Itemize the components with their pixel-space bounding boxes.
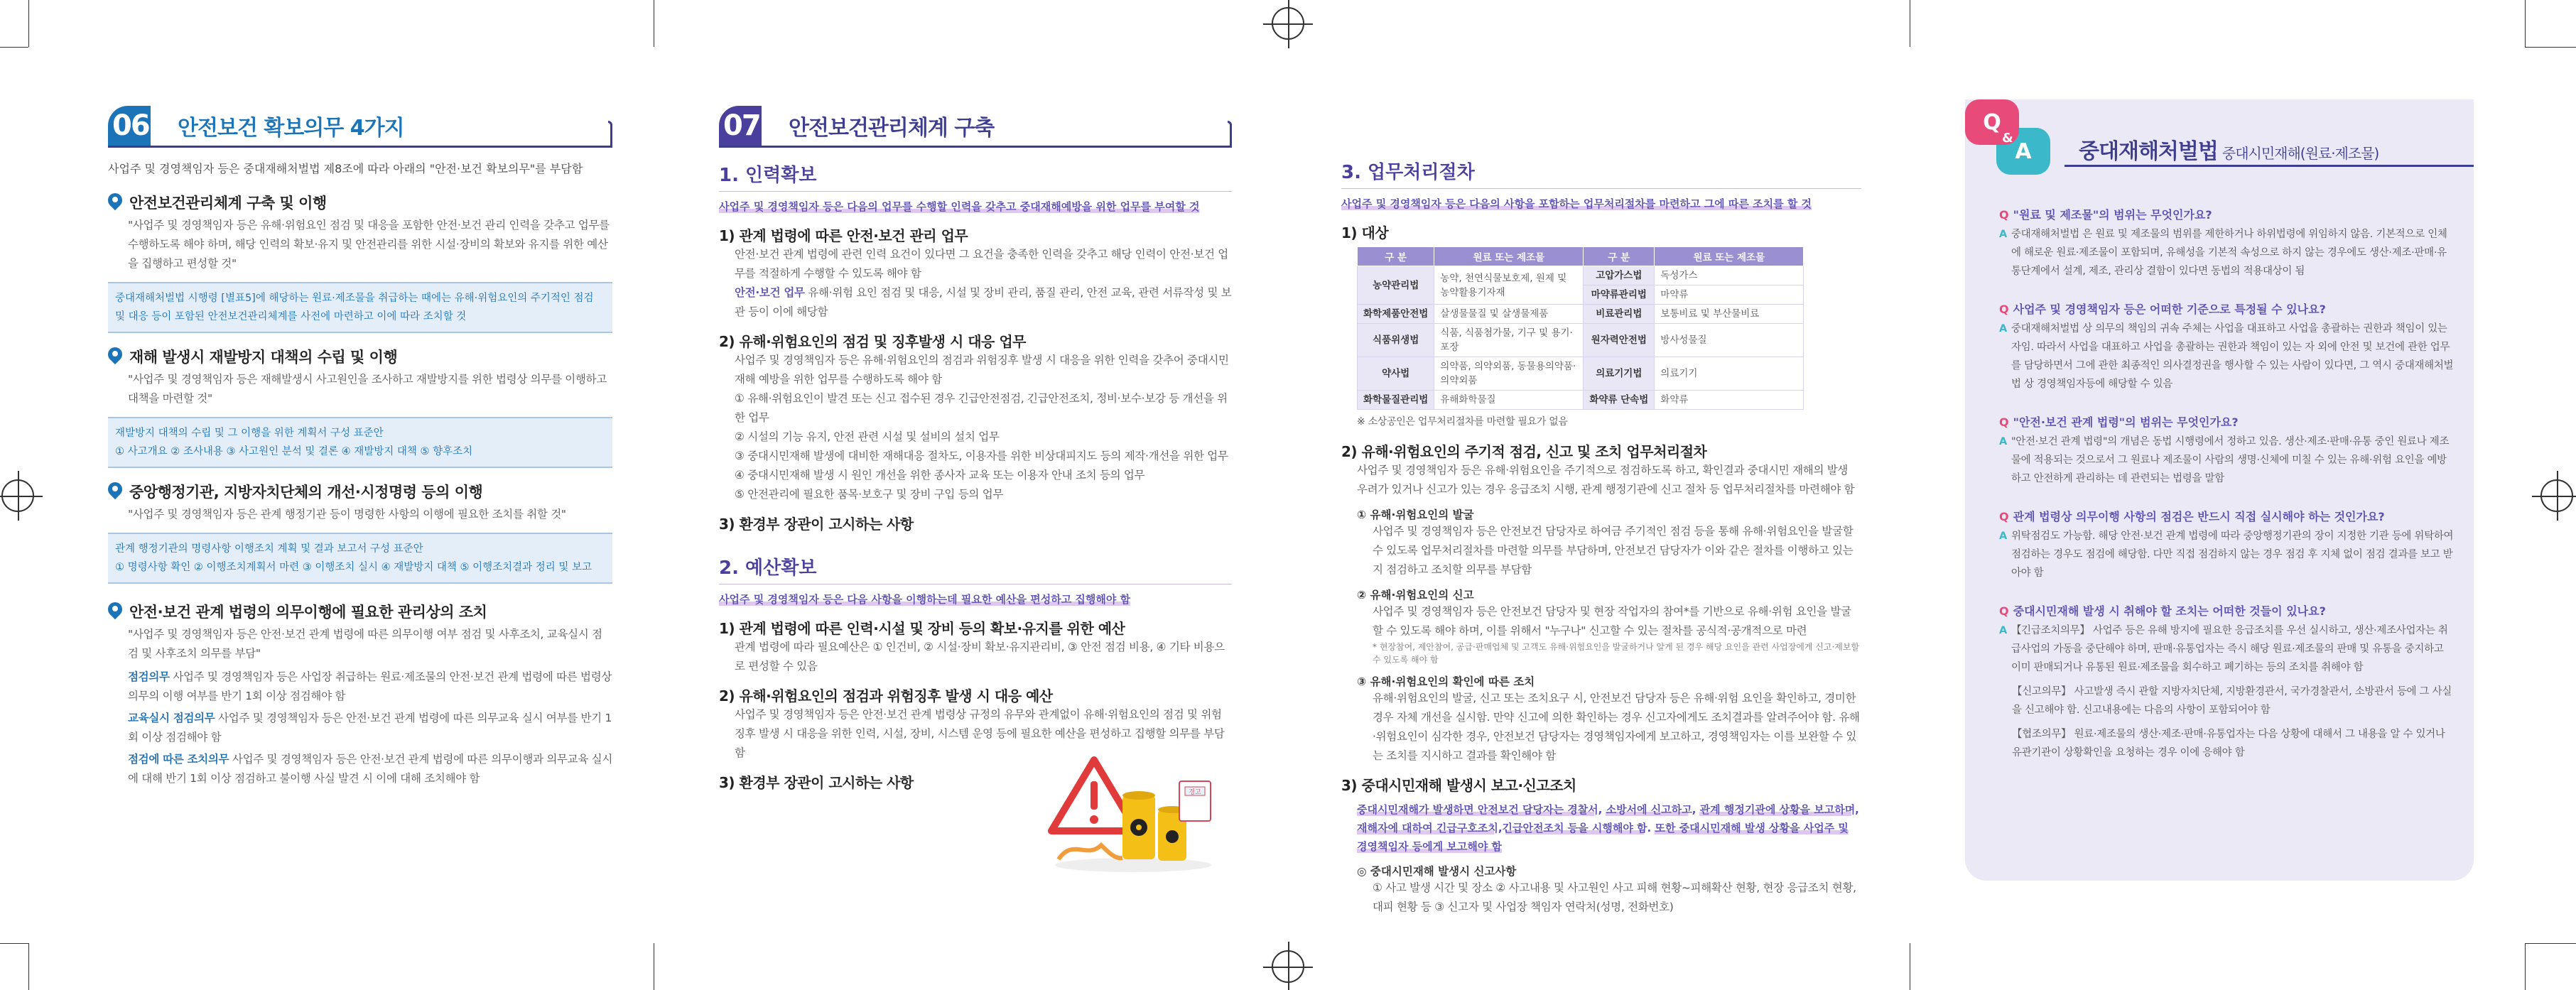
item-heading: 3) 중대시민재해 발생시 보고·신고조치: [1341, 777, 1576, 794]
question-marker: Q: [1999, 510, 2009, 523]
crop-mark: [0, 943, 28, 944]
obligation-heading: [108, 192, 612, 213]
sub-item-heading: ◎ 중대시민재해 발생시 신고사항: [1357, 865, 1517, 878]
table-row: [1358, 305, 1804, 324]
header-corner: [1228, 121, 1232, 148]
answer-marker: A: [1999, 229, 2007, 240]
answer-bubble-icon: A: [1996, 128, 2050, 175]
crop-mark: [2525, 0, 2526, 47]
answer-marker: A: [1999, 625, 2007, 636]
table-row: [1358, 357, 1804, 391]
registration-mark: [1272, 7, 1304, 40]
question-text: "안전·보건 관계 법령"의 범위는 무엇인가요?: [2013, 415, 2239, 429]
table-row: [1358, 324, 1804, 357]
obligation-heading: [108, 346, 612, 367]
item-text: 관계 법령에 따라 필요예산은 ① 인건비, ② 시설·장비 확보·유지관리비, ③ 안전 점검 비용, ④ 기타 비용으로 편성할 수 있음: [735, 641, 1225, 673]
table-cell: 의료기기법: [1584, 357, 1655, 391]
subsection-lead: 사업주 및 경영책임자 등은 다음 사항을 이행하는데 필요한 예산을 편성하고 집행해야 함: [719, 593, 1131, 606]
qa-title-main: 중대재해처벌법: [2079, 139, 2218, 164]
answer: [1999, 320, 2454, 393]
obligation-title: 안전·보건 관계 법령의 의무이행에 필요한 관리상의 조치: [129, 604, 487, 621]
section-header: [108, 107, 612, 148]
obligation-point: [108, 668, 612, 706]
section-title: 안전보건 확보의무 4가지: [178, 116, 404, 141]
info-box: [108, 533, 612, 584]
table-cell: 의약품, 의약외품, 동물용의약품·의약외품: [1434, 357, 1584, 391]
info-box-items: ① 사고개요 ② 조사내용 ③ 사고원인 분석 및 결론 ④ 재발방지 대책 ⑤ 향후조치: [115, 446, 473, 457]
header-corner: [608, 121, 612, 148]
table-header: 구 분: [1584, 247, 1655, 266]
answer-marker: A: [1999, 531, 2007, 542]
qa-panel: [1965, 99, 2474, 881]
subsection-title: 3. 업무처리절차: [1341, 158, 1861, 189]
item-text-body: 유해·위험 요인 점검 및 대응, 시설 및 장비 관리, 품질 관리, 안전 교육, 관련 서류작성 및 보관 등이 이에 해당함: [735, 286, 1232, 318]
document-label: 경고: [1189, 789, 1201, 796]
obligation-point: [108, 709, 612, 747]
item-heading: 2) 유해·위험요인의 점검과 위험징후 발생 시 대응 예산: [719, 687, 1053, 705]
section-title: 안전보건관리체계 구축: [789, 116, 995, 141]
question-text: "원료 및 제조물"의 범위는 무엇인가요?: [2013, 208, 2212, 222]
column-safety-obligations: [108, 107, 612, 788]
obligation-body: "사업주 및 경영책임자 등은 안전·보건 관계 법령에 따른 의무이행 여부 점검 및 사후조치, 교육실시 점검 및 사후조치 의무를 부담": [128, 628, 602, 660]
item-text: 유해·위험요인의 발굴, 신고 또는 조치요구 시, 안전보건 담당자 등은 유해·위험 요인을 확인하고, 경미한 경우 자체 개선을 실시함. 만약 신고에 의한 확인하는 경우 신고자에게도 조치결과를 알려주어야 함. 유해·위험요인이 심각한 경우, 안전보건 담당자는 경영책임자에게 보고하고, 경영책임자는 이를 보완할 수 있는 조치를 지시하고 결과를 확인해야 함: [1373, 692, 1860, 762]
sub-item-heading: ① 유해·위험요인의 발굴: [1357, 508, 1474, 521]
qa-subtitle: 중대시민재해(원료·제조물): [2221, 145, 2379, 162]
table-cell: 화약류 단속법: [1584, 391, 1655, 410]
item-text: 사업주 및 경영책임자 등은 유해·위험요인의 점검과 위험징후 발생 시 대응을 위한 인력을 갖추어 중대시민재해 예방을 위한 업무를 수행하도록 해야 함: [735, 354, 1229, 386]
table-cell: 화학물질관리법: [1358, 391, 1434, 410]
list-item: ② 시설의 기능 유지, 안전 관련 시설 및 설비의 설치 업무: [735, 430, 1000, 443]
question-marker: Q: [1999, 415, 2009, 429]
item-heading: 1) 대상: [1341, 224, 1389, 241]
registration-mark: [1272, 950, 1304, 983]
question-marker: Q: [1999, 604, 2009, 618]
question-bubble-icon: Q: [1965, 99, 2019, 145]
location-pin-icon: [108, 602, 122, 621]
info-box: 중대재해처벌법 시행령 [별표5]에 해당하는 원료·제조물을 취급하는 때에는 유해·위험요인의 주기적인 점검 및 대응 등이 포함된 안전보건관리체계를 사전에 마련하고 이에 따라 조치할 것: [108, 282, 612, 333]
table-cell: 방사성물질: [1655, 324, 1804, 357]
item-text: 사업주 및 경영책임자 등은 안전보건 담당자로 하여금 주기적인 점검 등을 통해 유해·위험요인을 발굴할 수 있도록 업무처리절차를 마련할 의무를 부담하며, 안전보건 담당자가 이와 같은 절차를 이행하고 있는지 점검하고 조치할 의무를 부담함: [1373, 525, 1853, 576]
question-text: 사업주 및 경영책임자 등은 어떠한 기준으로 특정될 수 있나요?: [2013, 303, 2326, 316]
table-header: 원료 또는 제조물: [1655, 247, 1804, 266]
crop-mark: [2525, 943, 2576, 944]
location-pin-icon: [108, 347, 122, 366]
document-icon: [1179, 781, 1211, 821]
table-cell: 약사법: [1358, 357, 1434, 391]
table-cell: 화약류: [1655, 391, 1804, 410]
column-safety-system: [719, 107, 1232, 792]
obligation-title: 중앙행정기관, 지방자치단체의 개선·시정명령 등의 이행: [129, 484, 483, 501]
table-cell: 보통비료 및 부산물비료: [1655, 305, 1804, 324]
crop-mark: [2525, 943, 2526, 990]
list-item: ④ 중대시민재해 발생 시 원인 개선을 위한 종사자 교육 또는 이용자 안내 조치 등의 업무: [735, 469, 1145, 482]
qa-header: [1965, 99, 2474, 178]
obligation-body: "사업주 및 경영책임자 등은 관계 행정기관 등이 명령한 사항의 이행에 필요한 조치를 취할 것": [128, 508, 566, 521]
subsection-title: 1. 인력확보: [719, 161, 1232, 192]
obligation-heading: [108, 481, 612, 502]
item-text: 사업주 및 경영책임자 등은 유해·위험요인을 주기적으로 점검하도록 하고, 확인결과 중대시민 재해의 발생 우려가 있거나 신고가 있는 경우 응급조치 시행, 관계 행정기관에 신고 절차 등 업무처리절차를 마련해야 함: [1357, 464, 1855, 496]
hazard-illustration: [1044, 753, 1222, 874]
answer-continued: 【신고의무】 사고발생 즉시 관할 지방자치단체, 지방환경관서, 국가경찰관서, 소방관서 등에 그 사실을 신고해야 함. 신고내용에는 다음의 사항이 포함되어야 함: [2012, 686, 2452, 716]
table-row: [1358, 266, 1804, 285]
item-heading: 1) 관계 법령에 따른 안전·보건 관리 업무: [719, 227, 968, 244]
answer-text: 위탁점검도 가능함. 해당 안전·보건 관계 법령에 따라 중앙행정기관의 장이 지정한 기관 등에 위탁하여 점검하는 경우도 점검에 해당함. 다만 직접 점검하지 않는 경우 점검 후 지체 없이 점검 결과를 보고 받아야 함: [2011, 531, 2454, 579]
table-note: ※ 소상공인은 업무처리절차를 마련할 필요가 없음: [1357, 416, 1568, 428]
obligation-point: [108, 750, 612, 788]
item-heading: 3) 환경부 장관이 고시하는 사항: [719, 516, 914, 533]
crop-mark: [28, 0, 29, 47]
barrel-icon: [1122, 791, 1155, 859]
question: [1999, 300, 2454, 317]
obligation-title: 안전보건관리체계 구축 및 이행: [129, 195, 327, 212]
table-cell: 식품, 식품첨가물, 기구 및 용기·포장: [1434, 324, 1584, 357]
answer-text: 중대재해처벌법 상 의무의 책임의 귀속 주체는 사업을 대표하고 사업을 총괄하는 권한과 책임이 있는 자임. 따라서 사업을 대표하고 사업을 총괄하는 권한과 책임이 있는 자 외에 안전 및 보건에 관한 업무를 담당하면서 그에 관한 최종적인 의사결정권을 행사할 수 있는 사람이 있다면, 그 역시 중대재해처벌법 상 경영책임자등에 해당할 수 있음: [2011, 323, 2454, 390]
table-header: 원료 또는 제조물: [1434, 247, 1584, 266]
table-cell: 유해화학물질: [1434, 391, 1584, 410]
table-cell: 원자력안전법: [1584, 324, 1655, 357]
table-header: 구 분: [1358, 247, 1434, 266]
table-cell: 마약류: [1655, 285, 1804, 305]
table-cell: 화학제품안전법: [1358, 305, 1434, 324]
subsection-lead: 사업주 및 경영책임자 등은 다음의 사항을 포함하는 업무처리절차를 마련하고 그에 따른 조치를 할 것: [1341, 197, 1812, 210]
answer-text: 【긴급조치의무】 사업주 등은 유해 방지에 필요한 응급조치를 우선 실시하고, 생산·제조사업자는 취급사업의 가동을 중단해야 하며, 판매·유통업자는 즉시 해당 원료·제조물의 판매 및 유통을 중지하고 이미 판매되거나 유통된 원료·제조물을 회수하고 폐기하는 등의 조치를 취해야 함: [2011, 625, 2448, 673]
keyword: 점검에 따른 조치의무: [128, 753, 229, 766]
column-procedures: [1341, 158, 1861, 917]
table-cell: 독성가스: [1655, 266, 1804, 285]
header-rule: [2064, 165, 2474, 167]
question-marker: Q: [1999, 208, 2009, 222]
obligation-title: 재해 발생시 재발방지 대책의 수립 및 이행: [129, 349, 398, 366]
point-text: 사업주 및 경영책임자 등은 안전·보건 관계 법령에 따른 의무교육 실시 여부를 반기 1회 이상 점검해야 함: [128, 712, 612, 744]
answer-marker: A: [1999, 323, 2007, 334]
answer-text: 중대재해처벌법 은 원료 및 제조물의 범위를 제한하거나 하위법령에 위임하지 않음. 기본적으로 인체에 해로운 원료·제조물이 포함되며, 유해성을 기본적 속성으로 하지 않는 경우에도 생산·제조·판매·유통단계에서 설계, 제조, 관리상 결함이 있다면 동법의 적용대상이 됨: [2011, 229, 2447, 277]
qa-title: [2079, 134, 2379, 165]
item-text: 사업주 및 경영책임자 등은 안전보건 담당자 및 현장 작업자의 참여*를 기반으로 유해·위험 요인을 발굴할 수 있도록 해야 하며, 이를 위해서 "누구나" 신고할 수 있는 절차를 공식적·공개적으로 마련: [1373, 605, 1851, 637]
target-table: [1357, 246, 1804, 410]
section-header: [719, 107, 1232, 148]
table-cell: 비료관리법: [1584, 305, 1655, 324]
answer: [1999, 433, 2454, 488]
point-text: 사업주 및 경영책임자 등은 안전·보건 관계 법령에 따른 의무이행과 의무교육 실시에 대해 반기 1회 이상 점검하고 불이행 사실 발견 시 이에 대해 조치해야 함: [128, 753, 613, 785]
crop-mark: [2525, 47, 2576, 48]
obligation-heading: [108, 601, 612, 622]
obligation-body: "사업주 및 경영책임자 등은 재해발생시 사고원인을 조사하고 재발방지를 위한 법령상 의무를 이행하고 대책을 마련할 것": [128, 373, 607, 405]
question-marker: Q: [1999, 303, 2009, 316]
sub-item-heading: ② 유해·위험요인의 신고: [1357, 589, 1474, 602]
crop-mark: [0, 47, 28, 48]
keyword: 안전·보건 업무: [735, 286, 805, 299]
item-heading: 2) 유해·위험요인의 주기적 점검, 신고 및 조치 업무처리절차: [1341, 443, 1707, 460]
item-text: 사업주 및 경영책임자 등은 안전·보건 관계 법령상 규정의 유무와 관계없이 유해·위험요인의 점검 및 위험징후 발생 시 대응을 위한 인력, 시설, 장비, 시스템 운영 등에 필요한 예산을 편성하고 집행할 의무를 부담함: [735, 708, 1225, 759]
sub-item-heading: ③ 유해·위험요인의 확인에 따른 조치: [1357, 675, 1535, 688]
question: [1999, 508, 2454, 524]
qa-list: [1999, 206, 2454, 762]
registration-mark: [2540, 479, 2573, 512]
item-heading: 2) 유해·위험요인의 점검 및 징후발생 시 대응 업무: [719, 333, 1026, 350]
table-cell: 식품위생법: [1358, 324, 1434, 357]
item-text: [719, 283, 1232, 322]
section-number: 06: [108, 106, 158, 146]
info-box-items: ① 명령사항 확인 ② 이행조치계획서 마련 ③ 이행조치 실시 ④ 재발방지 대책 ⑤ 이행조치결과 정리 및 보고: [115, 562, 592, 573]
answer: [1999, 621, 2454, 677]
answer-continued: 【협조의무】 원료·제조물의 생산·제조·판매·유통업자는 다음 상황에 대해서 그 내용을 알 수 있거나 유관기관이 상황확인을 요청하는 경우 이에 응해야 함: [2012, 729, 2445, 758]
ampersand: &: [2002, 131, 2013, 146]
table-cell: 마약류관리법: [1584, 285, 1655, 305]
location-pin-icon: [108, 482, 122, 501]
section-lead: 사업주 및 경영책임자 등은 중대재해처벌법 제8조에 따라 아래의 "안전·보건 확보의무"를 부담함: [108, 162, 583, 175]
table-cell: 의료기기: [1655, 357, 1804, 391]
question: [1999, 602, 2454, 619]
table-cell: 농약, 천연식물보호제, 원제 및 농약활용기자재: [1434, 266, 1584, 305]
answer-marker: A: [1999, 436, 2007, 447]
subsection-lead: 사업주 및 경영책임자 등은 다음의 업무를 수행할 인력을 갖추고 중대재해예방을 위한 업무를 부여할 것: [719, 200, 1200, 213]
table-cell: 살생물물질 및 살생물제품: [1434, 305, 1584, 324]
item-text: ① 사고 발생 시간 및 장소 ② 사고내용 및 사고원인 사고 피해 현황~피해확산 현황, 현장 응급조치 현황, 대피 현황 등 ③ 신고자 및 사업장 책임자 연락처(성명, 전화번호): [1373, 881, 1856, 913]
question-text: 중대시민재해 발생 시 취해야 할 조치는 어떠한 것들이 있나요?: [2013, 604, 2326, 618]
list-item: ⑤ 안전관리에 필요한 품목·보호구 및 장비 구입 등의 업무: [735, 488, 1004, 501]
point-text: 사업주 및 경영책임자 등은 사업장 취급하는 원료·제조물의 안전·보건 관계 법령에 따른 법령상 의무의 이행 여부를 반기 1회 이상 점검해야 함: [128, 670, 612, 702]
obligation-body: "사업주 및 경영책임자 등은 유해·위험요인 점검 및 대응을 포함한 안전·보건 관리 인력을 갖추고 업무를 수행하도록 해야 하며, 해당 인력의 확보·유지 및 안전관리를 위한 시설·장비의 확보와 유지를 위한 예산을 집행하고 편성할 것": [128, 219, 610, 270]
answer-text: "안전·보건 관계 법령"의 개념은 동법 시행령에서 정하고 있음. 생산·제조·판매·유통 중인 원료나 제조물에 적용되는 것으로서 그 원료나 제조물이 사람의 생명·신체에 미칠 수 있는 유해·위험 요인을 예방하고 안전하게 관리하는 데 관련되는 법령을 말함: [2011, 436, 2450, 484]
list-item: ③ 중대시민재해 발생에 대비한 재해대응 절차도, 이용자를 위한 비상대피지도 등의 제작·개선을 위한 업무: [735, 450, 1228, 462]
location-pin-icon: [108, 193, 122, 212]
item-heading: 3) 환경부 장관이 고시하는 사항: [719, 774, 914, 791]
item-text: 안전·보건 관계 법령에 관련 인력 요건이 있다면 그 요건을 충족한 인력을 갖추고 해당 인력이 안전·보건 업무를 적절하게 수행할 수 있도록 해야 함: [735, 248, 1228, 280]
table-row: [1358, 391, 1804, 410]
question-text: 관계 법령상 의무이행 사항의 점검은 반드시 직접 실시해야 하는 것인가요?: [2013, 510, 2385, 523]
keyword: 교육실시 점검의무: [128, 712, 215, 724]
registration-mark: [1, 479, 34, 512]
section-number: 07: [719, 106, 769, 146]
info-box-title: 재발방지 대책의 수립 및 그 이행을 위한 계획서 구성 표준안: [115, 428, 384, 439]
answer: [1999, 225, 2454, 281]
list-item: ① 유해·위험요인이 발견 또는 신고 접수된 경우 긴급안전점검, 긴급안전조치, 정비·보수·보강 등 개선을 위한 업무: [735, 392, 1228, 424]
subsection-lead: 중대시민재해가 발생하면 안전보건 담당자는 경찰서, 소방서에 신고하고, 관계 행정기관에 상황을 보고하며, 재해자에 대하여 긴급구호조치,긴급안전조치 등을 시행해야 함. 또한 중대시민재해 발생 상황을 사업주 및 경영책임자 등에게 보고해야 함: [1357, 803, 1859, 853]
table-cell: 농약관리법: [1358, 266, 1434, 305]
crop-mark: [28, 943, 29, 990]
info-box-title: 관계 행정기관의 명령사항 이행조치 계획 및 결과 보고서 구성 표준안: [115, 543, 423, 555]
table-cell: 고압가스법: [1584, 266, 1655, 285]
question: [1999, 206, 2454, 222]
answer: [1999, 527, 2454, 582]
info-box: [108, 417, 612, 468]
keyword: 점검의무: [128, 670, 170, 683]
question: [1999, 413, 2454, 430]
footnote: * 현장참여, 제안참여, 공급·판매업체 및 고객도 유해·위험요인을 발굴하거나 알게 된 경우 해당 요인을 관련 사업장에게 신고·제보할 수 있도록 해야 함: [1373, 642, 1860, 665]
item-heading: 1) 관계 법령에 따른 인력·시설 및 장비 등의 확보·유지를 위한 예산: [719, 620, 1125, 637]
subsection-title: 2. 예산확보: [719, 553, 1232, 584]
